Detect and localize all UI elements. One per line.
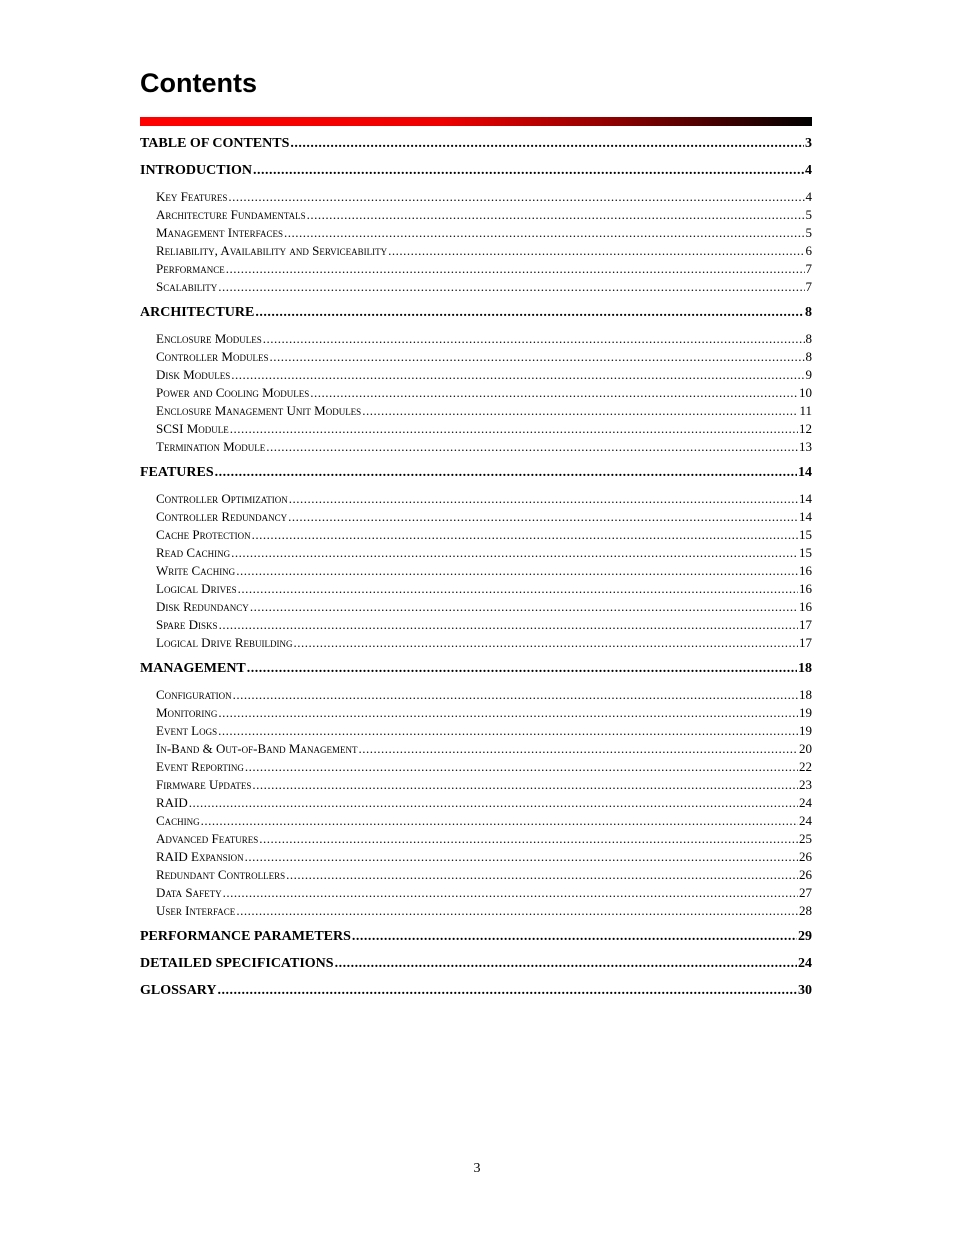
toc-entry-label: INTRODUCTION [140,163,253,178]
toc-dot-leader [286,866,798,884]
toc-entry-page: 6 [805,243,812,258]
toc-entry-page: 23 [799,777,812,792]
toc-entry-page: 4 [805,189,812,204]
toc-dot-leader [259,830,798,848]
toc-dot-leader [252,776,798,794]
toc-entry-label: Scalability [156,279,218,294]
toc-entry-subsection[interactable] [140,776,812,794]
toc-entry-subsection[interactable] [140,330,812,348]
toc-entry-subsection[interactable] [140,848,812,866]
toc-dot-leader [310,384,798,402]
toc-entry-page: 25 [799,831,812,846]
toc-entry-subsection[interactable] [140,758,812,776]
toc-dot-leader [230,420,798,438]
toc-dot-leader [236,562,798,580]
toc-entry-section[interactable] [140,954,812,974]
toc-entry-label: Event Logs [156,723,218,738]
toc-entry-label: Controller Redundancy [156,509,288,524]
toc-dot-leader [335,954,797,974]
toc-entry-page: 15 [799,527,812,542]
toc-entry-label: FEATURES [140,465,214,480]
toc-entry-label: Controller Modules [156,349,269,364]
toc-entry-page: 15 [799,545,812,560]
toc-entry-subsection[interactable] [140,366,812,384]
toc-entry-page: 11 [799,403,812,418]
toc-entry-section[interactable] [140,134,812,154]
toc-entry-label: RAID [156,795,188,810]
toc-entry-section[interactable] [140,303,812,323]
toc-dot-leader [263,330,805,348]
toc-entry-subsection[interactable] [140,188,812,206]
toc-entry-label: Architecture Fundamentals [156,207,306,222]
toc-entry-page: 22 [799,759,812,774]
toc-entry-label: Key Features [156,189,228,204]
toc-dot-leader [289,490,798,508]
toc-entry-subsection[interactable] [140,722,812,740]
toc-entry-section[interactable] [140,659,812,679]
toc-entry-subsection[interactable] [140,206,812,224]
toc-dot-leader [218,722,798,740]
toc-entry-page: 8 [805,349,812,364]
toc-dot-leader [189,794,798,812]
toc-entry-subsection[interactable] [140,420,812,438]
toc-entry-label: Performance [156,261,225,276]
toc-entry-page: 27 [799,885,812,900]
toc-entry-page: 7 [805,279,812,294]
toc-entry-page: 5 [805,225,812,240]
toc-entry-subsection[interactable] [140,544,812,562]
toc-entry-subsection[interactable] [140,704,812,722]
toc-entry-label: RAID Expansion [156,849,244,864]
toc-dot-leader [231,366,804,384]
toc-entry-subsection[interactable] [140,384,812,402]
toc-dot-leader [269,348,804,366]
toc-entry-subsection[interactable] [140,508,812,526]
toc-entry-page: 20 [799,741,812,756]
toc-entry-page: 29 [798,929,812,944]
toc-entry-page: 13 [799,439,812,454]
toc-dot-leader [252,526,798,544]
toc-entry-subsection[interactable] [140,438,812,456]
toc-dot-leader [253,161,804,181]
toc-entry-page: 30 [798,983,812,998]
toc-dot-leader [245,848,798,866]
toc-entry-page: 16 [799,581,812,596]
toc-entry-subsection[interactable] [140,224,812,242]
toc-entry-label: Enclosure Modules [156,331,262,346]
toc-entry-label: Monitoring [156,705,218,720]
toc-entry-page: 19 [799,705,812,720]
toc-entry-label: Logical Drive Rebuilding [156,635,293,650]
toc-entry-label: Power and Cooling Modules [156,385,310,400]
toc-entry-page: 17 [799,617,812,632]
toc-entry-page: 14 [799,509,812,524]
toc-entry-subsection[interactable] [140,794,812,812]
toc-entry-page: 7 [805,261,812,276]
toc-entry-label: Advanced Features [156,831,259,846]
toc-entry-label: Configuration [156,687,232,702]
toc-entry-subsection[interactable] [140,616,812,634]
page-title: Contents [140,68,257,98]
toc-dot-leader [218,981,797,1001]
toc-entry-label: Read Caching [156,545,231,560]
toc-entry-label: Event Reporting [156,759,244,774]
toc-entry-label: Termination Module [156,439,266,454]
toc-entry-page: 19 [799,723,812,738]
toc-entry-page: 17 [799,635,812,650]
toc-entry-section[interactable] [140,981,812,1001]
toc-entry-label: Enclosure Management Unit Modules [156,403,362,418]
toc-dot-leader [284,224,805,242]
toc-entry-label: Spare Disks [156,617,218,632]
toc-entry-page: 8 [805,305,812,320]
toc-entry-subsection[interactable] [140,740,812,758]
toc-entry-label: TABLE OF CONTENTS [140,136,290,151]
toc-entry-label: SCSI Module [156,421,229,436]
toc-entry-subsection[interactable] [140,580,812,598]
table-of-contents [140,134,812,1008]
toc-entry-label: Cache Protection [156,527,251,542]
toc-entry-subsection[interactable] [140,866,812,884]
toc-dot-leader [226,260,805,278]
toc-entry-page: 3 [805,136,812,151]
toc-dot-leader [201,812,798,830]
toc-entry-page: 24 [799,795,812,810]
toc-entry-label: Data Safety [156,885,222,900]
toc-dot-leader [255,303,804,323]
toc-entry-label: ARCHITECTURE [140,305,255,320]
toc-entry-label: Caching [156,813,200,828]
toc-dot-leader [250,598,798,616]
toc-dot-leader [290,134,804,154]
toc-entry-subsection[interactable] [140,278,812,296]
toc-entry-subsection[interactable] [140,562,812,580]
toc-dot-leader [218,704,798,722]
toc-dot-leader [245,758,798,776]
toc-entry-section[interactable] [140,161,812,181]
toc-entry-subsection[interactable] [140,348,812,366]
title-rule [140,117,812,126]
toc-dot-leader [218,278,804,296]
toc-entry-subsection[interactable] [140,686,812,704]
toc-entry-subsection[interactable] [140,402,812,420]
page-number: 3 [473,1161,481,1176]
toc-dot-leader [228,188,804,206]
toc-entry-subsection[interactable] [140,634,812,652]
toc-entry-page: 18 [798,661,812,676]
toc-entry-label: Logical Drives [156,581,237,596]
toc-entry-page: 9 [805,367,812,382]
toc-entry-label: DETAILED SPECIFICATIONS [140,956,334,971]
toc-dot-leader [247,659,797,679]
toc-dot-leader [215,463,797,483]
toc-entry-page: 8 [805,331,812,346]
toc-entry-page: 10 [799,385,812,400]
toc-entry-subsection[interactable] [140,598,812,616]
toc-entry-label: User Interface [156,903,236,918]
toc-entry-page: 14 [799,491,812,506]
toc-entry-subsection[interactable] [140,830,812,848]
toc-dot-leader [236,902,798,920]
toc-entry-subsection[interactable] [140,884,812,902]
toc-dot-leader [358,740,798,758]
toc-dot-leader [219,616,798,634]
toc-entry-subsection[interactable] [140,902,812,920]
toc-entry-page: 26 [799,867,812,882]
toc-entry-section[interactable] [140,927,812,947]
toc-entry-page: 16 [799,563,812,578]
toc-dot-leader [307,206,805,224]
toc-dot-leader [352,927,797,947]
toc-dot-leader [362,402,798,420]
toc-entry-subsection[interactable] [140,812,812,830]
toc-dot-leader [388,242,804,260]
toc-dot-leader [223,884,798,902]
toc-entry-page: 14 [798,465,812,480]
toc-dot-leader [288,508,798,526]
toc-entry-label: PERFORMANCE PARAMETERS [140,929,351,944]
toc-entry-label: Controller Optimization [156,491,288,506]
toc-entry-section[interactable] [140,463,812,483]
toc-entry-label: Redundant Controllers [156,867,286,882]
toc-entry-page: 24 [798,956,812,971]
toc-entry-page: 16 [799,599,812,614]
toc-entry-subsection[interactable] [140,490,812,508]
toc-entry-label: GLOSSARY [140,983,217,998]
toc-dot-leader [231,544,798,562]
toc-entry-label: Management Interfaces [156,225,283,240]
toc-entry-page: 5 [805,207,812,222]
toc-entry-subsection[interactable] [140,526,812,544]
toc-entry-label: Reliability, Availability and Serviceability [156,243,388,258]
toc-entry-page: 24 [799,813,812,828]
toc-entry-page: 26 [799,849,812,864]
toc-entry-page: 28 [799,903,812,918]
toc-entry-page: 4 [805,163,812,178]
toc-entry-label: In-Band & Out-of-Band Management [156,741,358,756]
toc-dot-leader [266,438,798,456]
toc-dot-leader [238,580,798,598]
toc-entry-label: Disk Modules [156,367,231,382]
toc-entry-page: 12 [799,421,812,436]
toc-entry-subsection[interactable] [140,242,812,260]
toc-entry-label: Disk Redundancy [156,599,249,614]
toc-entry-label: Firmware Updates [156,777,252,792]
toc-dot-leader [233,686,798,704]
toc-entry-label: Write Caching [156,563,236,578]
toc-entry-page: 18 [799,687,812,702]
toc-dot-leader [293,634,798,652]
toc-entry-subsection[interactable] [140,260,812,278]
toc-entry-label: MANAGEMENT [140,661,246,676]
